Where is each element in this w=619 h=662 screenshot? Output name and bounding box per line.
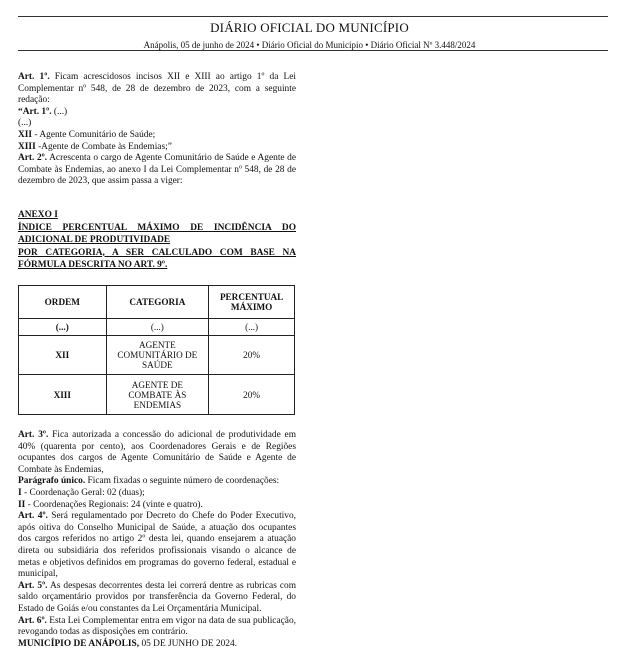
art1-paragraph (18, 72, 296, 107)
header-categoria: CATEGORIA (106, 286, 209, 319)
xii-label: XII (18, 129, 33, 140)
closing-date: 05 DE JUNHO DE 2024. (139, 638, 238, 649)
art2-text: Acrescenta o cargo de Agente Comunitário de Saúde e Agente de Combate às Endemias, ao anexo I da Lei Complementar nº 548, de 28 de dezembro de 2023, que assim passa a viger: (18, 153, 297, 187)
article-1-block (18, 72, 296, 188)
art3-paragraph (18, 430, 296, 476)
art6-paragraph (18, 616, 296, 639)
art1-quote-rest: (...) (51, 106, 68, 117)
annex-heading (18, 209, 296, 272)
header-bottom-rule (18, 50, 608, 51)
annex-table (18, 285, 295, 415)
inciso-i-label: I (18, 487, 22, 498)
cell-percentual: 20% (209, 336, 295, 375)
cell-percentual: (...) (209, 319, 295, 336)
art3-inciso-i (18, 488, 296, 500)
xiii-text: -Agente de Combate às Endemias;” (35, 141, 172, 152)
header-subtitle: Anápolis, 05 de junho de 2024 • Diário Oficial do Município • Diário Oficial Nº 3.448/2024 (143, 40, 476, 50)
inciso-ii-text: - Coordenações Regionais: 24 (vinte e quatro). (25, 499, 203, 510)
cell-ordem: XIII (19, 375, 107, 415)
header-title: DIÁRIO OFICIAL DO MUNICÍPIO (210, 20, 409, 35)
art6-text: Esta Lei Complementar entra em vigor na data de sua publicação, revogando todas as disposições em contrário. (18, 615, 296, 638)
xiii-label: XIII (18, 141, 36, 152)
art3-paragrafo-unico (18, 476, 296, 488)
art4-text: Será regulamentado por Decreto do Chefe do Poder Executivo, após oitiva do Conselho Municipal de Saúde, a atuação dos ocupantes dos cargos referidos no artigo 2º desta lei, quando ensejarem a atuação direta ou subsidiária dos referidos profissionais visando o alcance de metas e objetivos definidos em programas do governo federal, estadual e municipal, (18, 511, 296, 580)
table-row (19, 375, 295, 415)
art5-label: Art. 5º. (18, 580, 48, 591)
art1-xiii (18, 142, 296, 154)
pu-label: Parágrafo único. (18, 476, 86, 487)
art5-text: As despesas decorrentes desta lei correrá dentre as rubricas com saldo orçamentário providos por transferência da Governo Federal, do Estado de Goiás e/ou constantes da Lei Orçamentária Municipal. (18, 580, 296, 614)
cell-categoria: AGENTE DE COMBATE ÀS ENDEMIAS (106, 375, 209, 415)
art3-text: Fica autorizada a concessão do adicional de produtividade em 40% (quarenta por cento), aos Coordenadores Gerais e de Regiões ocupantes dos cargos de Agente Comunitário de Saúde e Agente de Combate às Endemias, (18, 430, 296, 475)
pu-text: Ficam fixadas o seguinte número de coordenações: (85, 476, 280, 487)
annex-line1: ÍNDICE PERCENTUAL MÁXIMO DE INCIDÊNCIA DO ADICIONAL DE PRODUTIVIDADE (18, 222, 296, 245)
art2-paragraph (18, 153, 296, 188)
art1-label: Art. 1º. (18, 72, 50, 82)
cell-categoria: (...) (106, 319, 209, 336)
closing-line (18, 639, 296, 651)
art1-quote (18, 107, 296, 119)
art5-paragraph (18, 581, 296, 616)
inciso-ii-label: II (18, 499, 26, 510)
header-ordem: ORDEM (19, 286, 107, 319)
art1-quote-label: “Art. 1º. (18, 106, 52, 117)
art1-text: Ficam acrescidosos incisos XII e XIII ao artigo 1º da Lei Complementar nº 548, de 28 de dezembro de 2023, com a seguinte redação: (18, 72, 296, 106)
header-top-rule (18, 16, 608, 17)
header-percentual: PERCENTUAL MÁXIMO (209, 286, 295, 319)
annex-line2: POR CATEGORIA, A SER CALCULADO COM BASE NA FÓRMULA DESCRITA NO ART. 9º. (18, 247, 296, 270)
art1-xii (18, 130, 296, 142)
art3-inciso-ii (18, 500, 296, 512)
inciso-i-text: - Coordenação Geral: 02 (duas); (21, 487, 145, 498)
articles-3-6-block (18, 430, 296, 650)
art2-label: Art. 2º. (18, 153, 48, 164)
closing-label: MUNICÍPIO DE ANÁPOLIS, (18, 638, 140, 649)
cell-percentual: 20% (209, 375, 295, 415)
art4-label: Art. 4º. (18, 511, 48, 522)
table-header-row (19, 286, 295, 319)
page-header (0, 20, 619, 50)
table-row (19, 336, 295, 375)
art3-label: Art. 3º. (18, 430, 49, 440)
cell-ordem: XII (19, 336, 107, 375)
cell-categoria: AGENTE COMUNITÁRIO DE SAÚDE (106, 336, 209, 375)
xii-text: - Agente Comunitário de Saúde; (32, 129, 156, 140)
annex-title: ANEXO I (18, 210, 58, 220)
cell-ordem: (...) (19, 319, 107, 336)
table-row (19, 319, 295, 336)
art6-label: Art. 6º. (18, 615, 47, 626)
art1-ellipsis: (...) (18, 118, 32, 129)
art4-paragraph (18, 511, 296, 581)
